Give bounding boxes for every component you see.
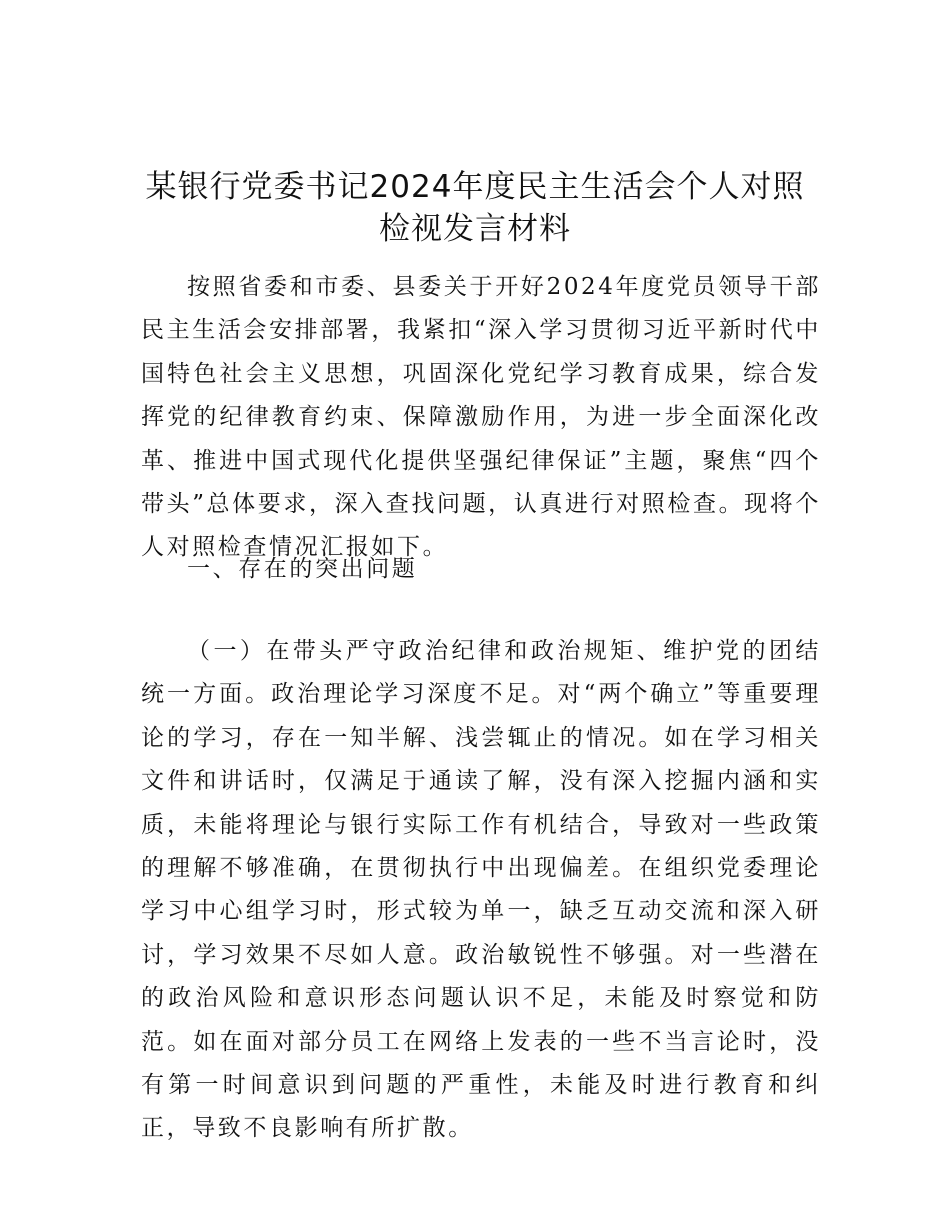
document-title-line-1: 某银行党委书记2024年度民主生活会个人对照 <box>145 169 805 205</box>
section-paragraph: （一）在带头严守政治纪律和政治规矩、维护党的团结统一方面。政治理论学习深度不足。对“两个确立”等重要理论的学习，存在一知半解、浅尝辄止的情况。如在学习相关文件和讲话时，仅满足于通读了解，没有深入挖掘内涵和实质，未能将理论与银行实际工作有机结合，导致对一些政策的理解不够准确，在贯彻执行中出现偏差。在组织党委理论学习中心组学习时，形式较为单一，缺乏互动交流和深入研讨，学习效果不尽如人意。政治敏锐性不够强。对一些潜在的政治风险和意识形态问题认识不足，未能及时察觉和防范。如在面对部分员工在网络上发表的一些不当言论时，没有第一时间意识到问题的严重性，未能及时进行教育和纠正，导致不良影响有所扩散。 <box>141 638 821 1142</box>
document-title-line-2: 检视发言材料 <box>379 211 571 247</box>
intro-paragraph: 按照省委和市委、县委关于开好2024年度党员领导干部民主生活会安排部署，我紧扣“深入学习贯彻习近平新时代中国特色社会主义思想，巩固深化党纪学习教育成果，综合发挥党的纪律教育约束、保障激励作用，为进一步全面深化改革、推进中国式现代化提供坚强纪律保证”主题，聚焦“四个带头”总体要求，深入查找问题，认真进行对照检查。现将个人对照检查情况汇报如下。 <box>141 274 821 561</box>
section-heading: 一、存在的突出问题 <box>187 556 418 582</box>
